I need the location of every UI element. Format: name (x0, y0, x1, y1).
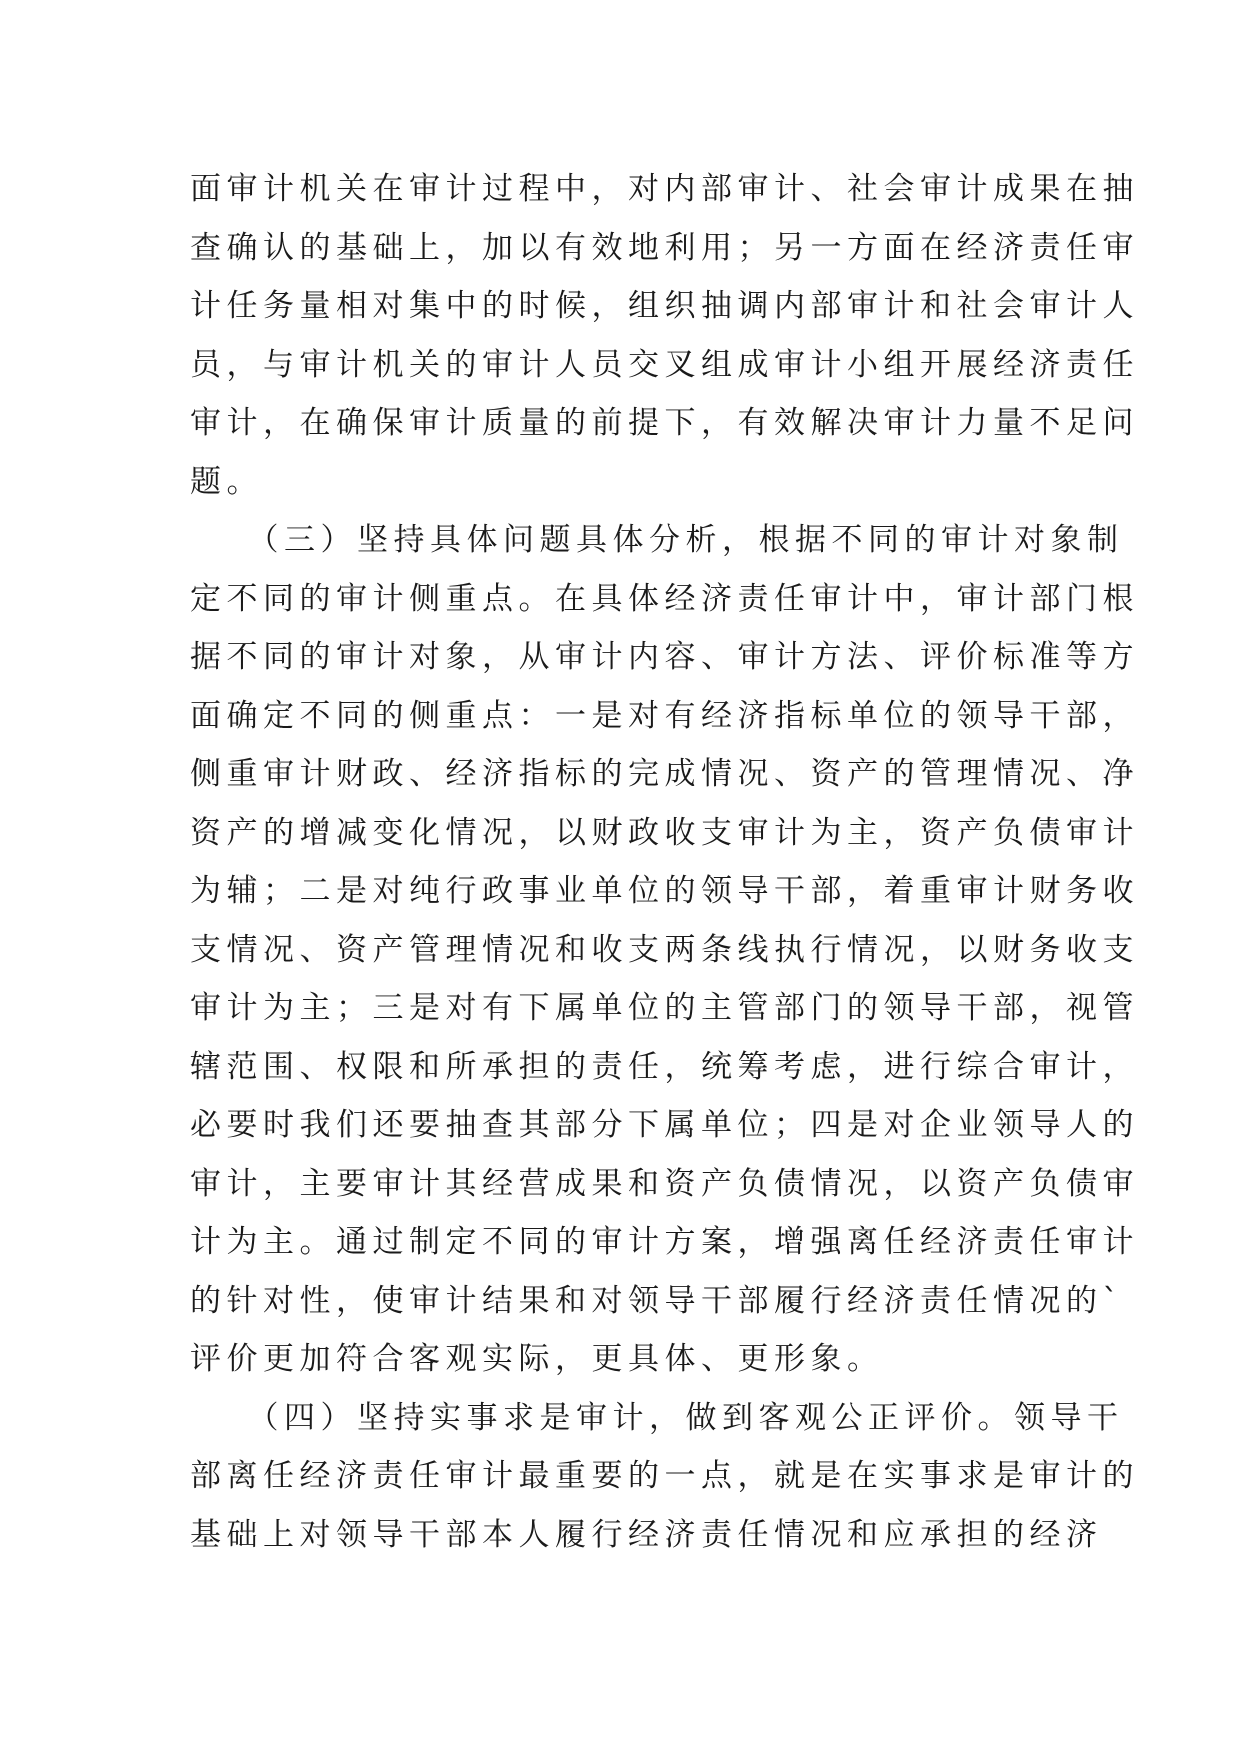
text-line: （四）坚持实事求是审计，做到客观公正评价。领导干 (190, 1399, 1124, 1436)
text-line: 必要时我们还要抽查其部分下属单位；四是对企业领导人的 (190, 1107, 1139, 1143)
text-line: 面审计机关在审计过程中，对内部审计、社会审计成果在抽 (190, 171, 1139, 207)
text-line: 题。 (190, 463, 263, 500)
text-line: 审计，在确保审计质量的前提下，有效解决审计力量不足问 (190, 405, 1139, 441)
text-line: 计任务量相对集中的时候，组织抽调内部审计和社会审计人 (190, 288, 1139, 324)
body-text (190, 160, 1139, 1564)
text-line: 为辅；二是对纯行政事业单位的领导干部，着重审计财务收 (190, 873, 1139, 909)
text-line: 面确定不同的侧重点：一是对有经济指标单位的领导干部， (190, 697, 1139, 734)
text-line: 基础上对领导干部本人履行经济责任情况和应承担的经济 (190, 1516, 1103, 1553)
text-line: 的针对性，使审计结果和对领导干部履行经济责任情况的` (190, 1282, 1124, 1319)
text-line: 员，与审计机关的审计人员交叉组成审计小组开展经济责任 (190, 346, 1139, 383)
text-line: 评价更加符合客观实际，更具体、更形象。 (190, 1341, 884, 1377)
text-line: 部离任经济责任审计最重要的一点，就是在实事求是审计的 (190, 1458, 1139, 1494)
text-line: 据不同的审计对象，从审计内容、审计方法、评价标准等方 (190, 639, 1139, 675)
text-line: （三）坚持具体问题具体分析，根据不同的审计对象制 (190, 522, 1124, 558)
text-line: 审计，主要审计其经营成果和资产负债情况，以资产负债审 (190, 1165, 1139, 1202)
text-line: 定不同的审计侧重点。在具体经济责任审计中，审计部门根 (190, 580, 1139, 617)
text-line: 侧重审计财政、经济指标的完成情况、资产的管理情况、净 (190, 756, 1139, 792)
text-line: 资产的增减变化情况，以财政收支审计为主，资产负债审计 (190, 814, 1139, 851)
text-line: 支情况、资产管理情况和收支两条线执行情况，以财务收支 (190, 931, 1139, 968)
text-line: 查确认的基础上，加以有效地利用；另一方面在经济责任审 (190, 229, 1139, 266)
text-line: 计为主。通过制定不同的审计方案，增强离任经济责任审计 (190, 1224, 1139, 1260)
text-line: 审计为主；三是对有下属单位的主管部门的领导干部，视管 (190, 990, 1139, 1026)
text-line: 辖范围、权限和所承担的责任，统筹考虑，进行综合审计， (190, 1048, 1139, 1085)
